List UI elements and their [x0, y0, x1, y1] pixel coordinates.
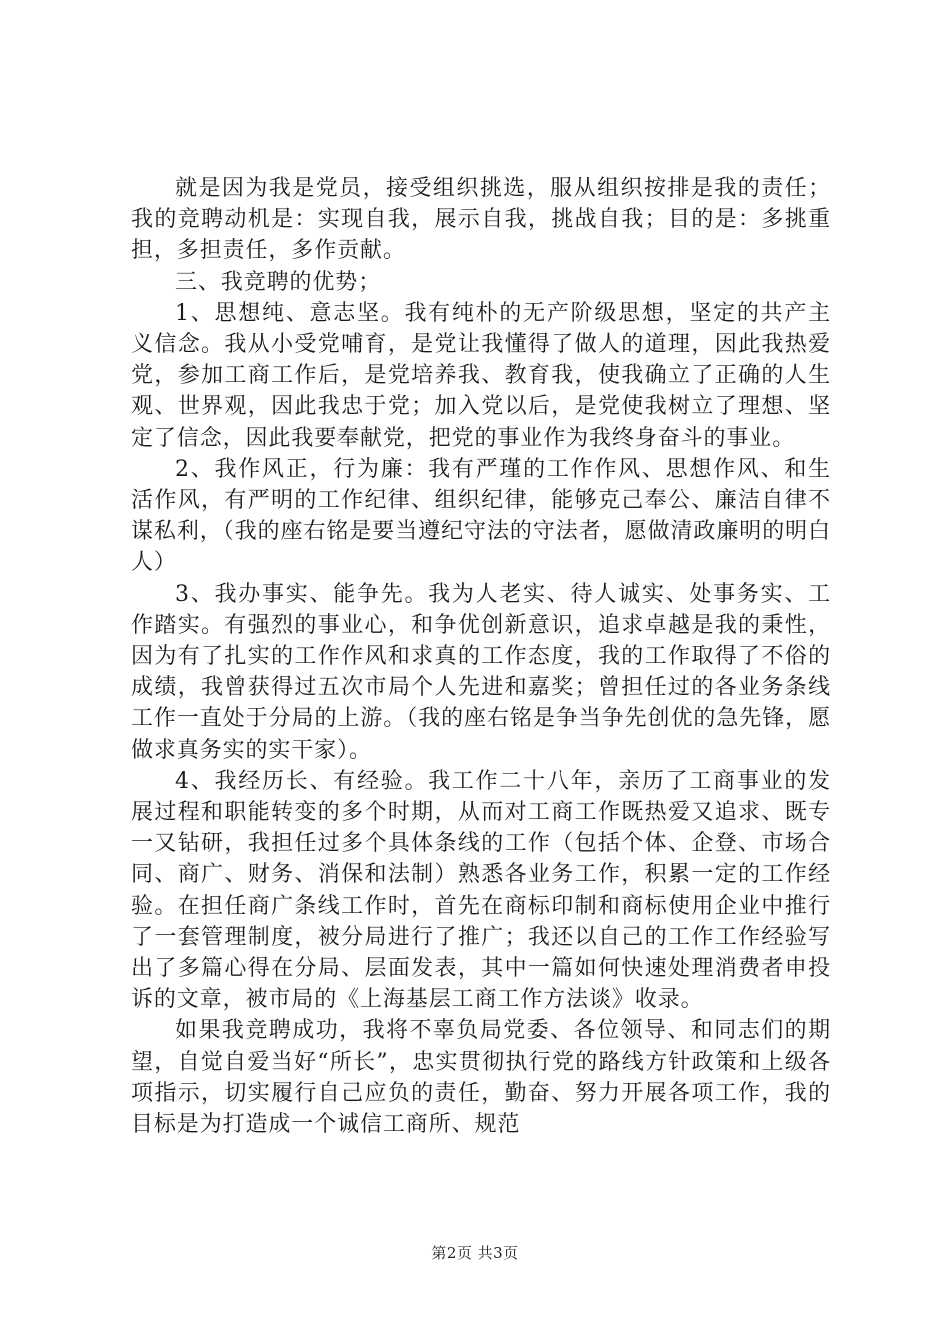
paragraph-advantage-3: 3、我办事实、能争先。我为人老实、待人诚实、处事务实、工作踏实。有强烈的事业心，和争优创新意识，追求卓越是我的秉性，因为有了扎实的工作作风和求真的工作态度，我的工作取得了不俗的成绩，我曾获得过五次市局个人先进和嘉奖；曾担任过的各业务条线工作一直处于分局的上游。（我的座右铭是争当争先创优的急先锋，愿做求真务实的实干家）。	[131, 581, 831, 763]
paragraph-commitment: 如果我竞聘成功，我将不辜负局党委、各位领导、和同志们的期望，自觉自爱当好“所长”，忠实贯彻执行党的路线方针政策和上级各项指示，切实履行自己应负的责任，勤奋、努力开展各项工作，我的目标是为打造成一个诚信工商所、规范	[131, 1018, 831, 1138]
document-body	[131, 173, 831, 1140]
page-number-footer: 第2页 共3页	[431, 1244, 519, 1262]
section-heading-advantages: 三、我竞聘的优势；	[175, 269, 382, 295]
paragraph-advantage-4: 4、我经历长、有经验。我工作二十八年，亲历了工商事业的发展过程和职能转变的多个时期，从而对工商工作既热爱又追求、既专一又钻研，我担任过多个具体条线的工作（包括个体、企登、市场合同、商广、财务、消保和法制）熟悉各业务工作，积累一定的工作经验。在担任商广条线工作时，首先在商标印制和商标使用企业中推行了一套管理制度，被分局进行了推广；我还以自己的工作工作经验写出了多篇心得在分局、层面发表，其中一篇如何快速处理消费者申投诉的文章，被市局的《上海基层工商工作方法谈》收录。	[131, 768, 831, 1013]
paragraph-motivation: 就是因为我是党员，接受组织挑选，服从组织按排是我的责任；我的竞聘动机是：实现自我，展示自我，挑战自我；目的是：多挑重担，多担责任，多作贡献。	[131, 176, 831, 264]
paragraph-advantage-1: 1、思想纯、意志坚。我有纯朴的无产阶级思想，坚定的共产主义信念。我从小受党哺育，是党让我懂得了做人的道理，因此我热爱党，参加工商工作后，是党培养我、教育我，使我确立了正确的人生观、世界观，因此我忠于党；加入党以后，是党使我树立了理想、坚定了信念，因此我要奉献党，把党的事业作为我终身奋斗的事业。	[131, 300, 831, 451]
paragraph-advantage-2: 2、我作风正，行为廉：我有严瑾的工作作风、思想作风、和生活作风，有严明的工作纪律、组织纪律，能够克己奉公、廉洁自律不谋私利，（我的座右铭是要当遵纪守法的守法者，愿做清政廉明的明白人）	[131, 456, 831, 576]
